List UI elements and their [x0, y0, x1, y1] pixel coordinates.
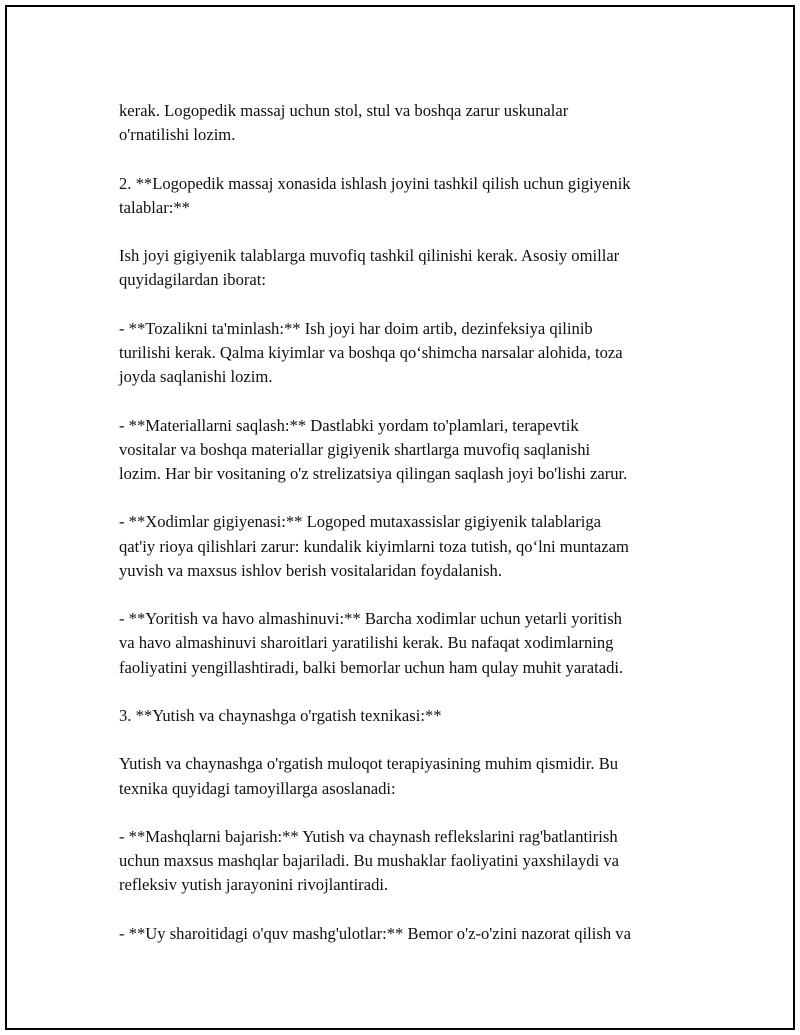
paragraph: Yutish va chaynashga o'rgatish muloqot terapiyasining muhim qismidir. Bu texnika quyidagi tamoyillarga asoslanadi: — [119, 754, 619, 798]
paragraph-continuation: kerak. Logopedik massaj uchun stol, stul va boshqa zarur uskunalar o'rnatilishi lozim. — [119, 101, 569, 145]
section-heading-2: 2. **Logopedik massaj xonasida ishlash joyini tashkil qilish uchun gigiyenik talablar:** — [119, 173, 631, 217]
section-heading-3: 3. **Yutish va chaynashga o'rgatish texnikasi:** — [119, 705, 442, 725]
document-body — [119, 99, 709, 946]
page-frame — [5, 5, 795, 1030]
list-item: - **Uy sharoitidagi o'quv mashg'ulotlar:** Bemor o'z-o'zini nazorat qilish va — [119, 923, 631, 943]
list-item: - **Xodimlar gigiyenasi:** Logoped mutaxassislar gigiyenik talablariga qat'iy rioya qilishlari zarur: kundalik kiyimlarni toza tutish, qo‘lni muntazam yuvish va maxsus ishlov berish vositalaridan foydalanish. — [119, 512, 629, 580]
list-item: - **Materiallarni saqlash:** Dastlabki yordam to'plamlari, terapevtik vositalar va boshqa materiallar gigiyenik shartlarga muvofiq saqlanishi lozim. Har bir vositaning o'z strelizatsiya qilingan saqlash joyi bo'lishi zarur. — [119, 415, 628, 483]
list-item: - **Yoritish va havo almashinuvi:** Barcha xodimlar uchun yetarli yoritish va havo almashinuvi sharoitlari yaratilishi kerak. Bu nafaqat xodimlarning faoliyatini yengillashtiradi, balki bemorlar uchun ham qulay muhit yaratadi. — [119, 609, 624, 677]
list-item: - **Mashqlarni bajarish:** Yutish va chaynash reflekslarini rag'batlantirish uchun maxsus mashqlar bajariladi. Bu mushaklar faoliyatini yaxshilaydi va refleksiv yutish jarayonini rivojlantiradi. — [119, 826, 620, 895]
paragraph: Ish joyi gigiyenik talablarga muvofiq tashkil qilinishi kerak. Asosiy omillar quyidagilardan iborat: — [119, 246, 620, 290]
list-item: - **Tozalikni ta'minlash:** Ish joyi har doim artib, dezinfeksiya qilinib turilishi kerak. Qalma kiyimlar va boshqa qo‘shimcha narsalar alohida, toza joyda saqlanishi lozim. — [119, 318, 623, 387]
